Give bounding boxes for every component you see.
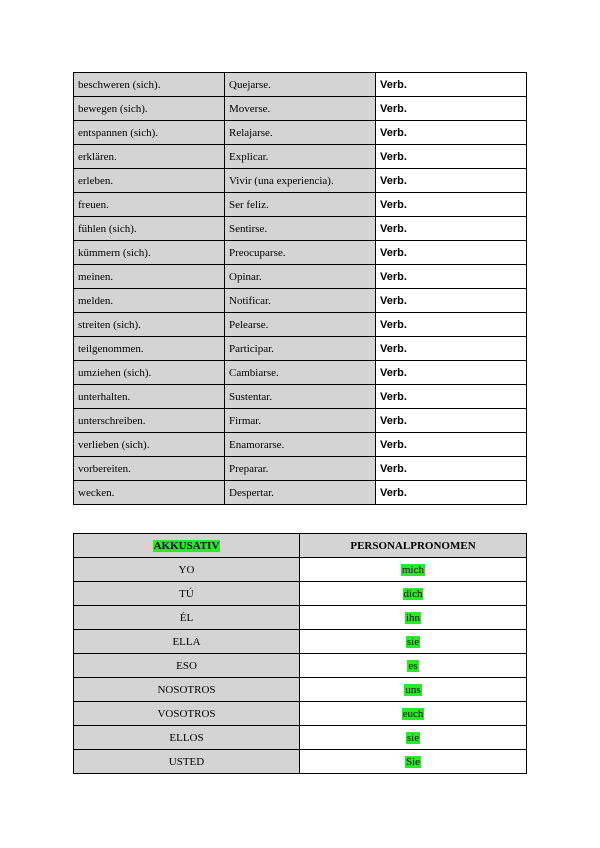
german-pronoun-cell xyxy=(300,606,527,630)
spanish-pronoun: ÉL xyxy=(74,606,300,630)
german-pronoun: euch xyxy=(402,707,424,720)
german-pronoun: es xyxy=(408,659,418,672)
vocabulary-table xyxy=(73,72,527,505)
table-header-row xyxy=(74,534,527,558)
table-row xyxy=(74,750,527,774)
word-type: Verb. xyxy=(376,265,527,289)
german-word: freuen. xyxy=(74,193,225,217)
table-row xyxy=(74,169,527,193)
table-row xyxy=(74,385,527,409)
table-row xyxy=(74,361,527,385)
word-type: Verb. xyxy=(376,409,527,433)
spanish-translation: Cambiarse. xyxy=(225,361,376,385)
german-word: unterschreiben. xyxy=(74,409,225,433)
word-type: Verb. xyxy=(376,337,527,361)
word-type: Verb. xyxy=(376,193,527,217)
word-type: Verb. xyxy=(376,385,527,409)
word-type: Verb. xyxy=(376,481,527,505)
german-word: bewegen (sich). xyxy=(74,97,225,121)
german-pronoun: mich xyxy=(402,563,424,576)
german-pronoun-cell xyxy=(300,654,527,678)
table-row xyxy=(74,217,527,241)
pronoun-table xyxy=(73,533,527,774)
table-row xyxy=(74,145,527,169)
german-word: entspannen (sich). xyxy=(74,121,225,145)
table-row xyxy=(74,630,527,654)
german-word: wecken. xyxy=(74,481,225,505)
spanish-translation: Opinar. xyxy=(225,265,376,289)
table-row xyxy=(74,97,527,121)
spanish-translation: Participar. xyxy=(225,337,376,361)
spanish-translation: Moverse. xyxy=(225,97,376,121)
german-word: erleben. xyxy=(74,169,225,193)
spanish-pronoun: ELLA xyxy=(74,630,300,654)
spanish-pronoun: USTED xyxy=(74,750,300,774)
german-pronoun-cell xyxy=(300,630,527,654)
german-pronoun: dich xyxy=(403,587,423,600)
word-type: Verb. xyxy=(376,457,527,481)
spanish-translation: Quejarse. xyxy=(225,73,376,97)
spanish-translation: Notificar. xyxy=(225,289,376,313)
header-akkusativ xyxy=(74,534,300,558)
german-pronoun: ihn xyxy=(405,611,421,624)
table-row xyxy=(74,265,527,289)
german-pronoun: uns xyxy=(405,683,421,696)
word-type: Verb. xyxy=(376,97,527,121)
table-row xyxy=(74,606,527,630)
spanish-pronoun: NOSOTROS xyxy=(74,678,300,702)
german-word: streiten (sich). xyxy=(74,313,225,337)
german-word: vorbereiten. xyxy=(74,457,225,481)
spanish-translation: Vivir (una experiencia). xyxy=(225,169,376,193)
spanish-translation: Relajarse. xyxy=(225,121,376,145)
spanish-pronoun: VOSOTROS xyxy=(74,702,300,726)
german-pronoun: Sie xyxy=(405,755,421,768)
spanish-translation: Sustentar. xyxy=(225,385,376,409)
word-type: Verb. xyxy=(376,241,527,265)
german-pronoun: sie xyxy=(406,635,420,648)
word-type: Verb. xyxy=(376,121,527,145)
table-row xyxy=(74,433,527,457)
table-row xyxy=(74,121,527,145)
table-row xyxy=(74,457,527,481)
table-row xyxy=(74,289,527,313)
spanish-pronoun: ESO xyxy=(74,654,300,678)
german-pronoun-cell xyxy=(300,582,527,606)
word-type: Verb. xyxy=(376,433,527,457)
german-pronoun-cell xyxy=(300,726,527,750)
german-word: teilgenommen. xyxy=(74,337,225,361)
spanish-translation: Preocuparse. xyxy=(225,241,376,265)
german-pronoun-cell xyxy=(300,678,527,702)
german-word: fühlen (sich). xyxy=(74,217,225,241)
spanish-translation: Explicar. xyxy=(225,145,376,169)
vocabulary-table-body xyxy=(74,73,527,505)
table-row xyxy=(74,313,527,337)
spanish-translation: Despertar. xyxy=(225,481,376,505)
table-row xyxy=(74,409,527,433)
table-row xyxy=(74,726,527,750)
german-pronoun-cell xyxy=(300,558,527,582)
table-row xyxy=(74,558,527,582)
table-row xyxy=(74,241,527,265)
german-word: erklären. xyxy=(74,145,225,169)
word-type: Verb. xyxy=(376,313,527,337)
german-pronoun: sie xyxy=(406,731,420,744)
german-pronoun-cell xyxy=(300,750,527,774)
table-row xyxy=(74,73,527,97)
word-type: Verb. xyxy=(376,217,527,241)
table-row xyxy=(74,481,527,505)
spanish-translation: Sentirse. xyxy=(225,217,376,241)
german-word: unterhalten. xyxy=(74,385,225,409)
german-word: meinen. xyxy=(74,265,225,289)
german-pronoun-cell xyxy=(300,702,527,726)
table-row xyxy=(74,678,527,702)
table-row xyxy=(74,337,527,361)
word-type: Verb. xyxy=(376,361,527,385)
table-row xyxy=(74,193,527,217)
german-word: melden. xyxy=(74,289,225,313)
word-type: Verb. xyxy=(376,145,527,169)
spanish-translation: Preparar. xyxy=(225,457,376,481)
table-row xyxy=(74,582,527,606)
header-personalpronomen: PERSONALPRONOMEN xyxy=(300,534,527,558)
spanish-translation: Pelearse. xyxy=(225,313,376,337)
word-type: Verb. xyxy=(376,169,527,193)
word-type: Verb. xyxy=(376,289,527,313)
table-row xyxy=(74,702,527,726)
table-row xyxy=(74,654,527,678)
spanish-translation: Firmar. xyxy=(225,409,376,433)
highlighted-text: AKKUSATIV xyxy=(153,539,220,552)
spanish-pronoun: ELLOS xyxy=(74,726,300,750)
german-word: umziehen (sich). xyxy=(74,361,225,385)
german-word: kümmern (sich). xyxy=(74,241,225,265)
spanish-translation: Ser feliz. xyxy=(225,193,376,217)
german-word: verlieben (sich). xyxy=(74,433,225,457)
spanish-pronoun: YO xyxy=(74,558,300,582)
spanish-translation: Enamorarse. xyxy=(225,433,376,457)
spanish-pronoun: TÚ xyxy=(74,582,300,606)
word-type: Verb. xyxy=(376,73,527,97)
german-word: beschweren (sich). xyxy=(74,73,225,97)
